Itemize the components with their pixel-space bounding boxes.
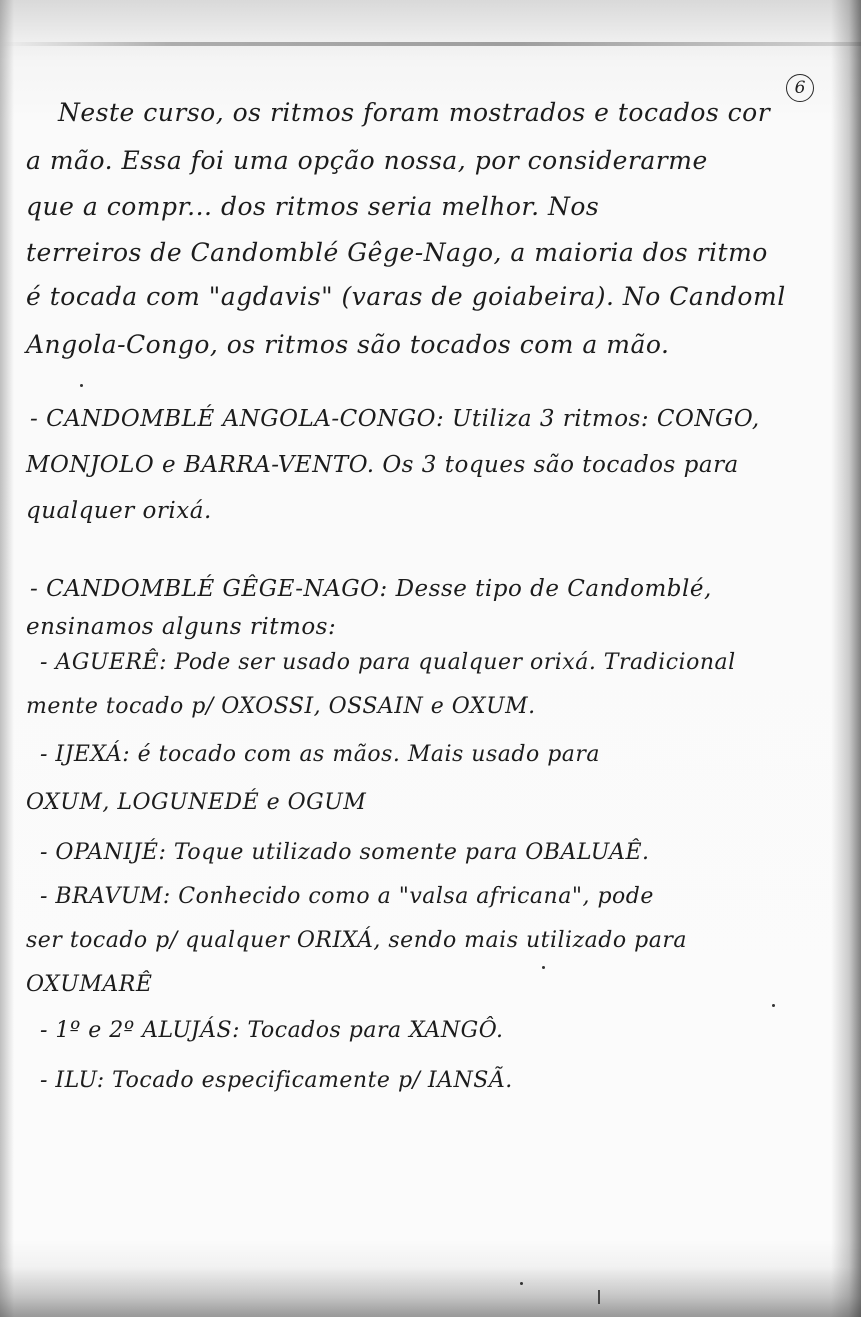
- text-line-13: mente tocado p/ OXOSSI, OSSAIN e OXUM.: [26, 694, 536, 719]
- text-line-15: OXUM, LOGUNEDÉ e OGUM: [26, 790, 367, 815]
- text-line-17: - BRAVUM: Conhecido como a "valsa africana", pode: [40, 884, 654, 909]
- text-line-7: - CANDOMBLÉ ANGOLA-CONGO: Utiliza 3 ritmos: CONGO,: [30, 406, 760, 432]
- text-line-3: que a compr... dos ritmos seria melhor. Nos: [26, 192, 600, 221]
- ink-mark: [598, 1290, 600, 1304]
- ink-dot: [80, 384, 83, 387]
- text-line-16: - OPANIJÉ: Toque utilizado somente para OBALUAÊ.: [40, 840, 650, 865]
- paper-left-edge: [0, 0, 14, 1317]
- ink-dot: [772, 1004, 775, 1007]
- text-line-10: - CANDOMBLÉ GÊGE-NAGO: Desse tipo de Candomblé,: [30, 576, 712, 602]
- text-line-5: é tocada com "agdavis" (varas de goiabeira). No Candoml: [26, 282, 786, 311]
- text-line-14: - IJEXÁ: é tocado com as mãos. Mais usado para: [40, 742, 601, 767]
- text-line-11: ensinamos alguns ritmos:: [26, 614, 337, 640]
- text-line-4: terreiros de Candomblé Gêge-Nago, a maioria dos ritmo: [26, 238, 768, 267]
- text-line-20: - 1º e 2º ALUJÁS: Tocados para XANGÔ.: [40, 1018, 504, 1043]
- paper-right-edge: [831, 0, 861, 1317]
- text-line-21: - ILU: Tocado especificamente p/ IANSÃ.: [40, 1068, 513, 1093]
- text-line-8: MONJOLO e BARRA-VENTO. Os 3 toques são tocados para: [26, 452, 739, 478]
- text-line-18: ser tocado p/ qualquer ORIXÁ, sendo mais utilizado para: [26, 928, 687, 953]
- text-line-19: OXUMARÊ: [26, 972, 153, 997]
- paper-bottom-edge: [0, 1267, 861, 1317]
- paper-top-edge: [0, 0, 861, 60]
- text-line-12: - AGUERÊ: Pode ser usado para qualquer orixá. Tradicional: [40, 650, 736, 675]
- page-number: 6: [786, 74, 814, 102]
- text-line-9: qualquer orixá.: [26, 498, 212, 524]
- text-line-6: Angola-Congo, os ritmos são tocados com a mão.: [26, 330, 670, 359]
- ink-dot: [520, 1282, 523, 1285]
- ink-dot: [542, 966, 545, 969]
- paper-fold-line: [0, 42, 861, 46]
- text-line-1: Neste curso, os ritmos foram mostrados e tocados cor: [58, 98, 771, 127]
- text-line-2: a mão. Essa foi uma opção nossa, por considerarme: [26, 146, 708, 175]
